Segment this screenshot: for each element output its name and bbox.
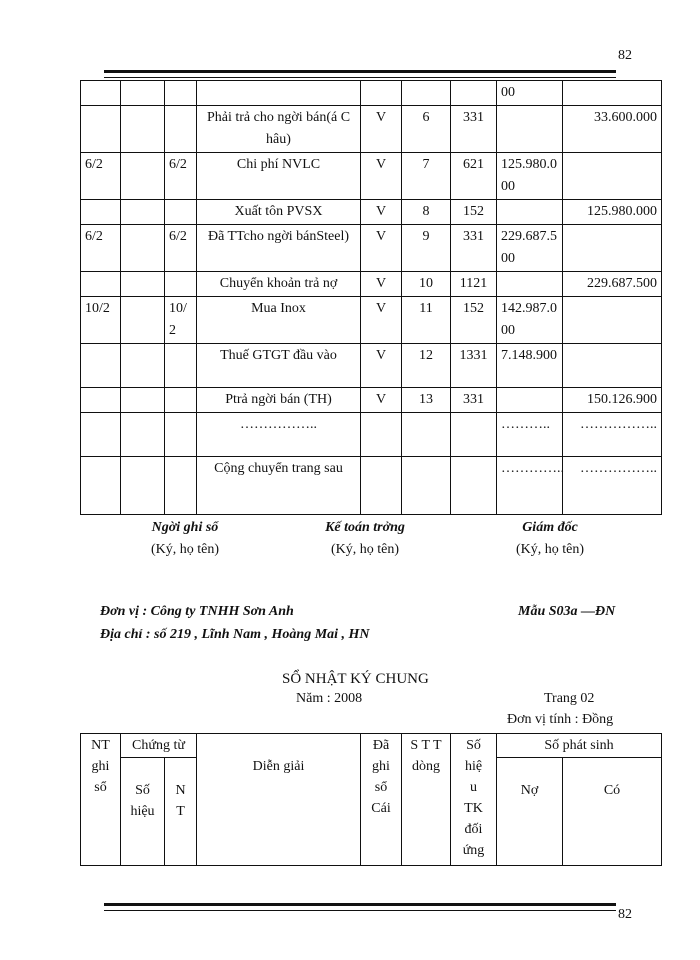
form-code: Mẫu S03a —ĐN [518, 604, 616, 619]
ledger-cell-acct [451, 81, 497, 106]
ledger-cell-credit: 229.687.500 [563, 272, 662, 297]
ledger-cell-credit [563, 153, 662, 200]
ledger-cell-ref-date [165, 81, 197, 106]
ledger-cell-credit: …………….. [563, 457, 662, 515]
bottom-rule-thin [104, 910, 616, 911]
ledger-cell-date [81, 81, 121, 106]
ledger-cell-acct: 1121 [451, 272, 497, 297]
col-acct: Số hiệ u TK đối ứng [451, 734, 497, 866]
ledger-cell-desc: Xuất tôn PVSX [197, 200, 361, 225]
ledger-cell-stt: 8 [402, 200, 451, 225]
ledger-cell-desc: …………….. [197, 413, 361, 457]
ledger-cell-ref [121, 225, 165, 272]
ledger-table [80, 80, 662, 515]
ledger-cell-acct: 1331 [451, 344, 497, 388]
ledger-cell-debit: 7.148.900 [497, 344, 563, 388]
ledger-cell-date [81, 457, 121, 515]
table-row [81, 344, 662, 388]
company-address: Địa chỉ : số 219 , Lĩnh Nam , Hoàng Mai , HN [100, 627, 370, 642]
col-credit: Có [563, 758, 662, 866]
ledger-cell-debit: ………….. [497, 457, 563, 515]
ledger-cell-debit [497, 200, 563, 225]
ledger-cell-mark [361, 457, 402, 515]
ledger-cell-desc: Chi phí NVLC [197, 153, 361, 200]
ledger-cell-debit: 125.980.000 [497, 153, 563, 200]
ledger-cell-debit [497, 388, 563, 413]
table-row [81, 200, 662, 225]
top-rule-thin [104, 77, 616, 78]
ledger-cell-acct [451, 457, 497, 515]
ledger-cell-desc: Ptrả ngời bán (TH) [197, 388, 361, 413]
ledger-cell-credit: 125.980.000 [563, 200, 662, 225]
ledger-cell-date [81, 413, 121, 457]
table-row [81, 297, 662, 344]
ledger-cell-ref [121, 200, 165, 225]
ledger-cell-desc: Đã TTcho ngời bánSteel) [197, 225, 361, 272]
ledger-cell-ref [121, 344, 165, 388]
table-row [81, 272, 662, 297]
ledger-cell-debit [497, 272, 563, 297]
ledger-cell-date [81, 388, 121, 413]
ledger-cell-stt [402, 81, 451, 106]
table-row [81, 457, 662, 515]
ledger-cell-ref-date [165, 344, 197, 388]
ledger-cell-date: 10/2 [81, 297, 121, 344]
ledger-cell-ref-date: 6/2 [165, 225, 197, 272]
ledger-cell-acct [451, 413, 497, 457]
col-voucher-date: N T [165, 758, 197, 866]
col-amount: Số phát sinh [497, 734, 662, 758]
ledger-cell-acct: 331 [451, 225, 497, 272]
col-debit: Nợ [497, 758, 563, 866]
table-row [81, 106, 662, 153]
signature-preparer-title: Ngời ghi sổ [151, 520, 219, 535]
table-row [81, 81, 662, 106]
signature-chief-accountant-sub: (Ký, họ tên) [330, 542, 400, 557]
ledger-cell-stt: 7 [402, 153, 451, 200]
company-unit: Đơn vị : Công ty TNHH Sơn Anh [100, 604, 294, 619]
ledger-cell-stt: 11 [402, 297, 451, 344]
ledger-cell-ref [121, 106, 165, 153]
col-posted: Đã ghi sổ Cái [361, 734, 402, 866]
ledger-cell-date [81, 272, 121, 297]
ledger-cell-desc [197, 81, 361, 106]
ledger-cell-ref [121, 388, 165, 413]
table-row [81, 388, 662, 413]
ledger-cell-mark: V [361, 225, 402, 272]
ledger-cell-ref-date [165, 388, 197, 413]
top-rule-thick [104, 70, 616, 73]
ledger-cell-mark: V [361, 200, 402, 225]
ledger-cell-credit: …………….. [563, 413, 662, 457]
ledger-cell-ref-date [165, 106, 197, 153]
ledger-cell-desc: Chuyển khoản trả nợ [197, 272, 361, 297]
signature-preparer [120, 517, 250, 561]
ledger-cell-ref-date [165, 200, 197, 225]
journal-header-table [80, 733, 662, 866]
ledger-cell-ref [121, 297, 165, 344]
table-row [81, 153, 662, 200]
ledger-cell-ref-date: 6/2 [165, 153, 197, 200]
ledger-cell-ref [121, 81, 165, 106]
ledger-cell-mark: V [361, 153, 402, 200]
ledger-cell-mark: V [361, 272, 402, 297]
ledger-cell-credit [563, 225, 662, 272]
signature-director [485, 517, 615, 561]
signature-chief-accountant-title: Kế toán trởng [325, 520, 405, 535]
signature-preparer-sub: (Ký, họ tên) [150, 542, 220, 557]
journal-year: Năm : 2008 [296, 691, 363, 706]
ledger-cell-stt: 6 [402, 106, 451, 153]
ledger-cell-ref-date [165, 272, 197, 297]
ledger-cell-desc: Phải trả cho ngời bán(á Châu) [197, 106, 361, 153]
ledger-cell-desc: Cộng chuyển trang sau [197, 457, 361, 515]
ledger-cell-mark: V [361, 106, 402, 153]
ledger-cell-ref-date: 10/2 [165, 297, 197, 344]
ledger-cell-date: 6/2 [81, 153, 121, 200]
ledger-cell-ref-date [165, 457, 197, 515]
ledger-cell-credit [563, 344, 662, 388]
col-nt: NT ghi sổ [81, 734, 121, 866]
ledger-cell-credit: 33.600.000 [563, 106, 662, 153]
ledger-cell-stt [402, 413, 451, 457]
ledger-cell-ref [121, 153, 165, 200]
ledger-cell-debit [497, 106, 563, 153]
ledger-cell-stt: 12 [402, 344, 451, 388]
table-row [81, 413, 662, 457]
ledger-cell-date [81, 200, 121, 225]
ledger-cell-acct: 331 [451, 388, 497, 413]
signature-chief-accountant [300, 517, 430, 561]
ledger-cell-debit: ……….. [497, 413, 563, 457]
ledger-cell-ref [121, 413, 165, 457]
ledger-cell-stt: 13 [402, 388, 451, 413]
ledger-cell-stt: 10 [402, 272, 451, 297]
ledger-cell-acct: 152 [451, 200, 497, 225]
signature-director-sub: (Ký, họ tên) [515, 542, 585, 557]
ledger-cell-acct: 331 [451, 106, 497, 153]
page-number-top: 82 [618, 48, 632, 63]
ledger-cell-date [81, 106, 121, 153]
col-voucher-no: Số hiệu [121, 758, 165, 866]
ledger-cell-mark: V [361, 297, 402, 344]
signature-director-title: Giám đốc [522, 520, 578, 535]
col-desc: Diễn giải [197, 734, 361, 866]
ledger-cell-date [81, 344, 121, 388]
page-number-bottom: 82 [618, 907, 632, 922]
ledger-cell-credit: 150.126.900 [563, 388, 662, 413]
ledger-cell-ref [121, 457, 165, 515]
ledger-cell-mark [361, 81, 402, 106]
ledger-cell-ref-date [165, 413, 197, 457]
ledger-cell-credit [563, 81, 662, 106]
bottom-rule-thick [104, 903, 616, 906]
ledger-cell-stt: 9 [402, 225, 451, 272]
ledger-cell-desc: Mua Inox [197, 297, 361, 344]
ledger-cell-mark: V [361, 344, 402, 388]
ledger-cell-debit: 229.687.500 [497, 225, 563, 272]
ledger-cell-desc: Thuế GTGT đầu vào [197, 344, 361, 388]
journal-unit: Đơn vị tính : Đồng [507, 712, 614, 727]
ledger-cell-credit [563, 297, 662, 344]
journal-page: Trang 02 [544, 691, 595, 706]
ledger-cell-debit: 00 [497, 81, 563, 106]
table-row [81, 225, 662, 272]
col-voucher: Chứng từ [121, 734, 197, 758]
ledger-cell-mark [361, 413, 402, 457]
journal-title: SỔ NHẬT KÝ CHUNG [282, 671, 429, 687]
ledger-cell-ref [121, 272, 165, 297]
ledger-cell-debit: 142.987.000 [497, 297, 563, 344]
col-stt: S T T dòng [402, 734, 451, 866]
ledger-cell-mark: V [361, 388, 402, 413]
ledger-cell-acct: 621 [451, 153, 497, 200]
ledger-cell-date: 6/2 [81, 225, 121, 272]
ledger-cell-acct: 152 [451, 297, 497, 344]
ledger-cell-stt [402, 457, 451, 515]
